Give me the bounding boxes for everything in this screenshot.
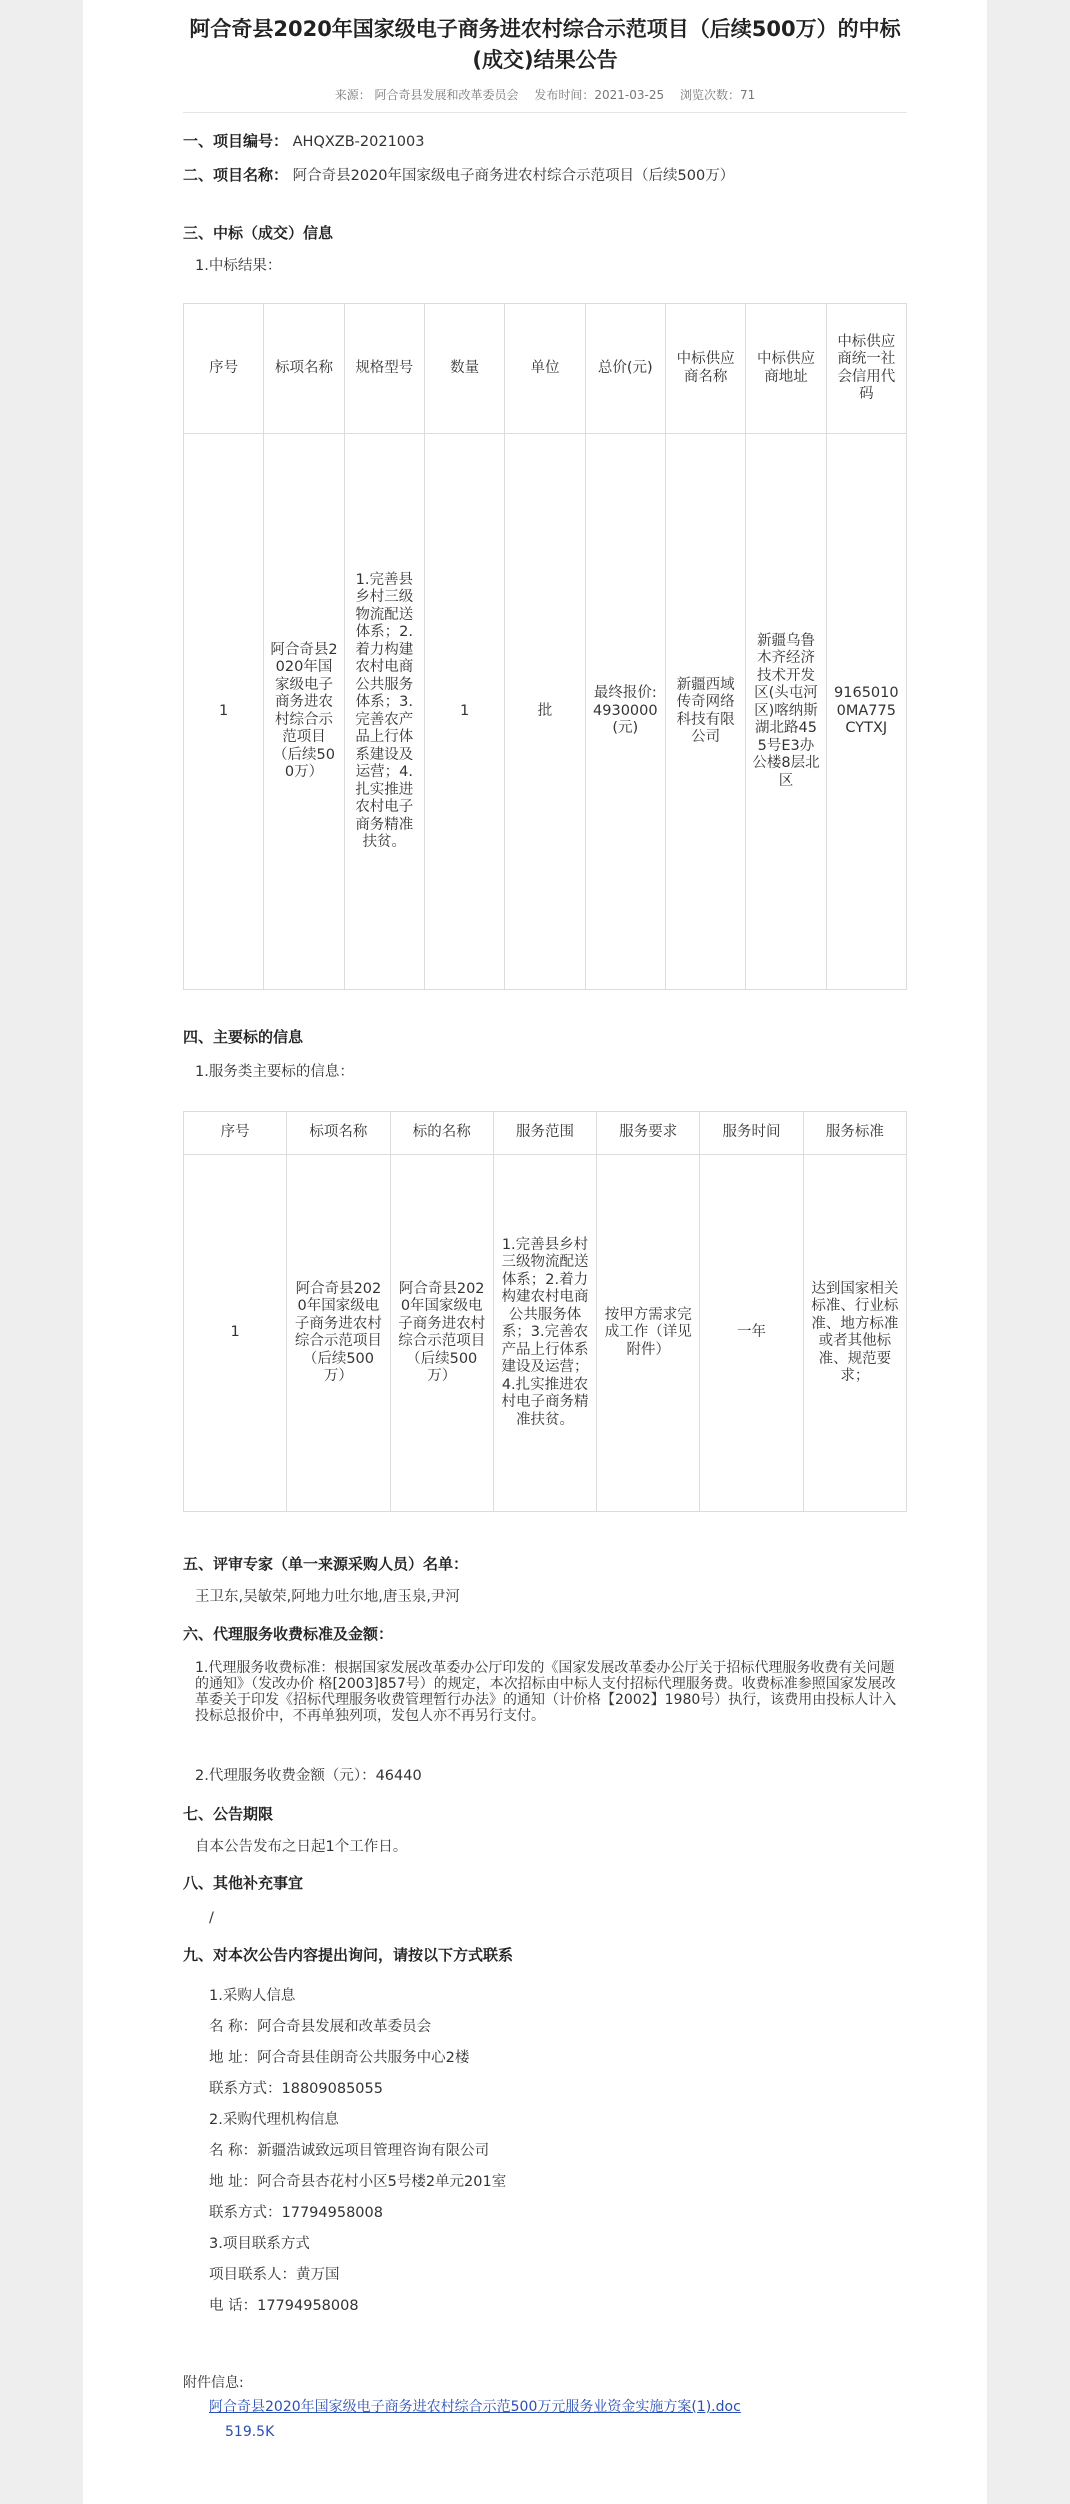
award-header-cell: 规格型号 <box>344 304 424 434</box>
meta-views: 浏览次数：71 <box>679 88 756 102</box>
service-table-header <box>184 1112 907 1155</box>
service-cell: 一年 <box>700 1155 803 1512</box>
meta-line <box>183 86 907 103</box>
contact-line: 联系方式：18809085055 <box>209 2081 383 2097</box>
section-experts-heading: 五、评审专家（单一来源采购人员）名单： <box>183 1555 469 1573</box>
section-contact-heading: 九、对本次公告内容提出询问，请按以下方式联系 <box>183 1946 514 1964</box>
award-cell: 91650100MA775CYTXJ <box>826 434 906 990</box>
fee-standard: 1.代理服务收费标准：根据国家发展改革委办公厅印发的《国家发展改革委办公厅关于招标代理服务收费有关问题的通知》（发改办价 格[2003]857号）的规定，本次招标由中标人支付招标代理服务费。收费标准参照国家发展改革委关于印发《招标代理服务收费管理暂行办法》的通知（计价格【2002】1980号）执行，该费用由投标人计入投标总报价中，不再单独列项，发包人亦不再另行支付。 <box>195 1660 897 1724</box>
service-cell: 阿合奇县2020年国家级电子商务进农村综合示范项目（后续500万） <box>390 1155 493 1512</box>
service-cell: 达到国家相关标准、行业标准、地方标准或者其他标准、规范要求； <box>803 1155 906 1512</box>
project-number <box>183 130 907 153</box>
service-cell: 1 <box>184 1155 287 1512</box>
award-cell: 新疆乌鲁木齐经济技术开发区(头屯河区)喀纳斯湖北路455号E3办公楼8层北区 <box>746 434 826 990</box>
award-header-cell: 中标供应商名称 <box>665 304 745 434</box>
award-header-cell: 总价(元) <box>585 304 665 434</box>
contact-line: 1.采购人信息 <box>209 1988 296 2004</box>
section-award-sub: 1.中标结果： <box>195 258 282 274</box>
award-header-cell: 单位 <box>505 304 585 434</box>
award-table <box>183 303 907 990</box>
contact-line: 电 话：17794958008 <box>209 2298 359 2314</box>
project-name <box>183 164 907 187</box>
award-table-header <box>184 304 907 434</box>
award-header-cell: 标项名称 <box>264 304 344 434</box>
attachment-size: 519.5K <box>225 2424 275 2440</box>
attachment-item <box>183 2397 907 2443</box>
contact-block <box>183 1986 907 2327</box>
page-title: 阿合奇县2020年国家级电子商务进农村综合示范项目（后续500万）的中标(成交)结果公告 <box>189 17 901 72</box>
award-cell: 1.完善县乡村三级物流配送体系；2.着力构建农村电商公共服务体系；3.完善农产品上行体系建设及运营；4.扎实推进农村电子商务精准扶贫。 <box>344 434 424 990</box>
service-cell: 按甲方需求完成工作（详见附件） <box>597 1155 700 1512</box>
award-header-cell: 中标供应商地址 <box>746 304 826 434</box>
meta-source: 来源： 阿合奇县发展和改革委员会 <box>334 88 519 102</box>
fee-amount: 2.代理服务收费金额（元）：46440 <box>195 1768 422 1784</box>
service-header-cell: 服务标准 <box>803 1112 906 1155</box>
document-page <box>83 0 987 2504</box>
service-header-cell: 服务时间 <box>700 1112 803 1155</box>
contact-line: 3.项目联系方式 <box>209 2236 310 2252</box>
award-header-cell: 数量 <box>424 304 504 434</box>
service-cell: 1.完善县乡村三级物流配送体系；2.着力构建农村电商公共服务体系；3.完善农产品上行体系建设及运营；4.扎实推进农村电子商务精准扶贫。 <box>493 1155 596 1512</box>
service-header-cell: 标项名称 <box>287 1112 390 1155</box>
award-cell: 阿合奇县2020年国家级电子商务进农村综合示范项目（后续500万） <box>264 434 344 990</box>
service-cell: 阿合奇县2020年国家级电子商务进农村综合示范项目（后续500万） <box>287 1155 390 1512</box>
award-cell: 新疆西域传奇网络科技有限公司 <box>665 434 745 990</box>
other-text: / <box>209 1910 214 1926</box>
award-cell: 1 <box>184 434 264 990</box>
table-row <box>184 434 907 990</box>
service-header-cell: 标的名称 <box>390 1112 493 1155</box>
experts-list: 王卫东,吴敏荣,阿地力吐尔地,唐玉泉,尹河 <box>195 1589 460 1605</box>
service-table <box>183 1111 907 1512</box>
award-cell: 1 <box>424 434 504 990</box>
contact-line: 名 称：新疆浩诚致远项目管理咨询有限公司 <box>209 2143 490 2159</box>
service-header-cell: 服务范围 <box>493 1112 596 1155</box>
contact-line: 名 称：阿合奇县发展和改革委员会 <box>209 2019 432 2035</box>
award-cell: 批 <box>505 434 585 990</box>
section-service-sub: 1.服务类主要标的信息： <box>195 1064 354 1080</box>
contact-line: 2.采购代理机构信息 <box>209 2112 339 2128</box>
contact-line: 地 址：阿合奇县佳朗奇公共服务中心2楼 <box>209 2050 470 2066</box>
section-service-heading: 四、主要标的信息 <box>183 1028 304 1046</box>
attachment-link[interactable]: 阿合奇县2020年国家级电子商务进农村综合示范500万元服务业资金实施方案(1).doc <box>209 2399 741 2415</box>
award-cell: 最终报价:4930000(元) <box>585 434 665 990</box>
project-number-label: 一、项目编号： <box>183 132 289 150</box>
contact-line: 地 址：阿合奇县杏花村小区5号楼2单元201室 <box>209 2174 507 2190</box>
meta-date: 发布时间：2021-03-25 <box>534 88 665 102</box>
section-award-heading: 三、中标（成交）信息 <box>183 224 334 242</box>
section-other-heading: 八、其他补充事宜 <box>183 1874 304 1892</box>
project-name-label: 二、项目名称： <box>183 166 289 184</box>
contact-line: 联系方式：17794958008 <box>209 2205 383 2221</box>
service-header-cell: 序号 <box>184 1112 287 1155</box>
award-header-cell: 序号 <box>184 304 264 434</box>
project-name-value: 阿合奇县2020年国家级电子商务进农村综合示范项目（后续500万） <box>292 168 735 184</box>
table-row <box>184 1155 907 1512</box>
attachment-label: 附件信息: <box>183 2375 244 2391</box>
award-header-cell: 中标供应商统一社会信用代码 <box>826 304 906 434</box>
divider <box>183 112 907 113</box>
service-header-cell: 服务要求 <box>597 1112 700 1155</box>
section-period-heading: 七、公告期限 <box>183 1805 274 1823</box>
section-fee-heading: 六、代理服务收费标准及金额： <box>183 1625 394 1643</box>
project-number-value: AHQXZB-2021003 <box>292 134 425 150</box>
period-text: 自本公告发布之日起1个工作日。 <box>195 1839 408 1855</box>
contact-line: 项目联系人：黄万国 <box>209 2267 340 2283</box>
